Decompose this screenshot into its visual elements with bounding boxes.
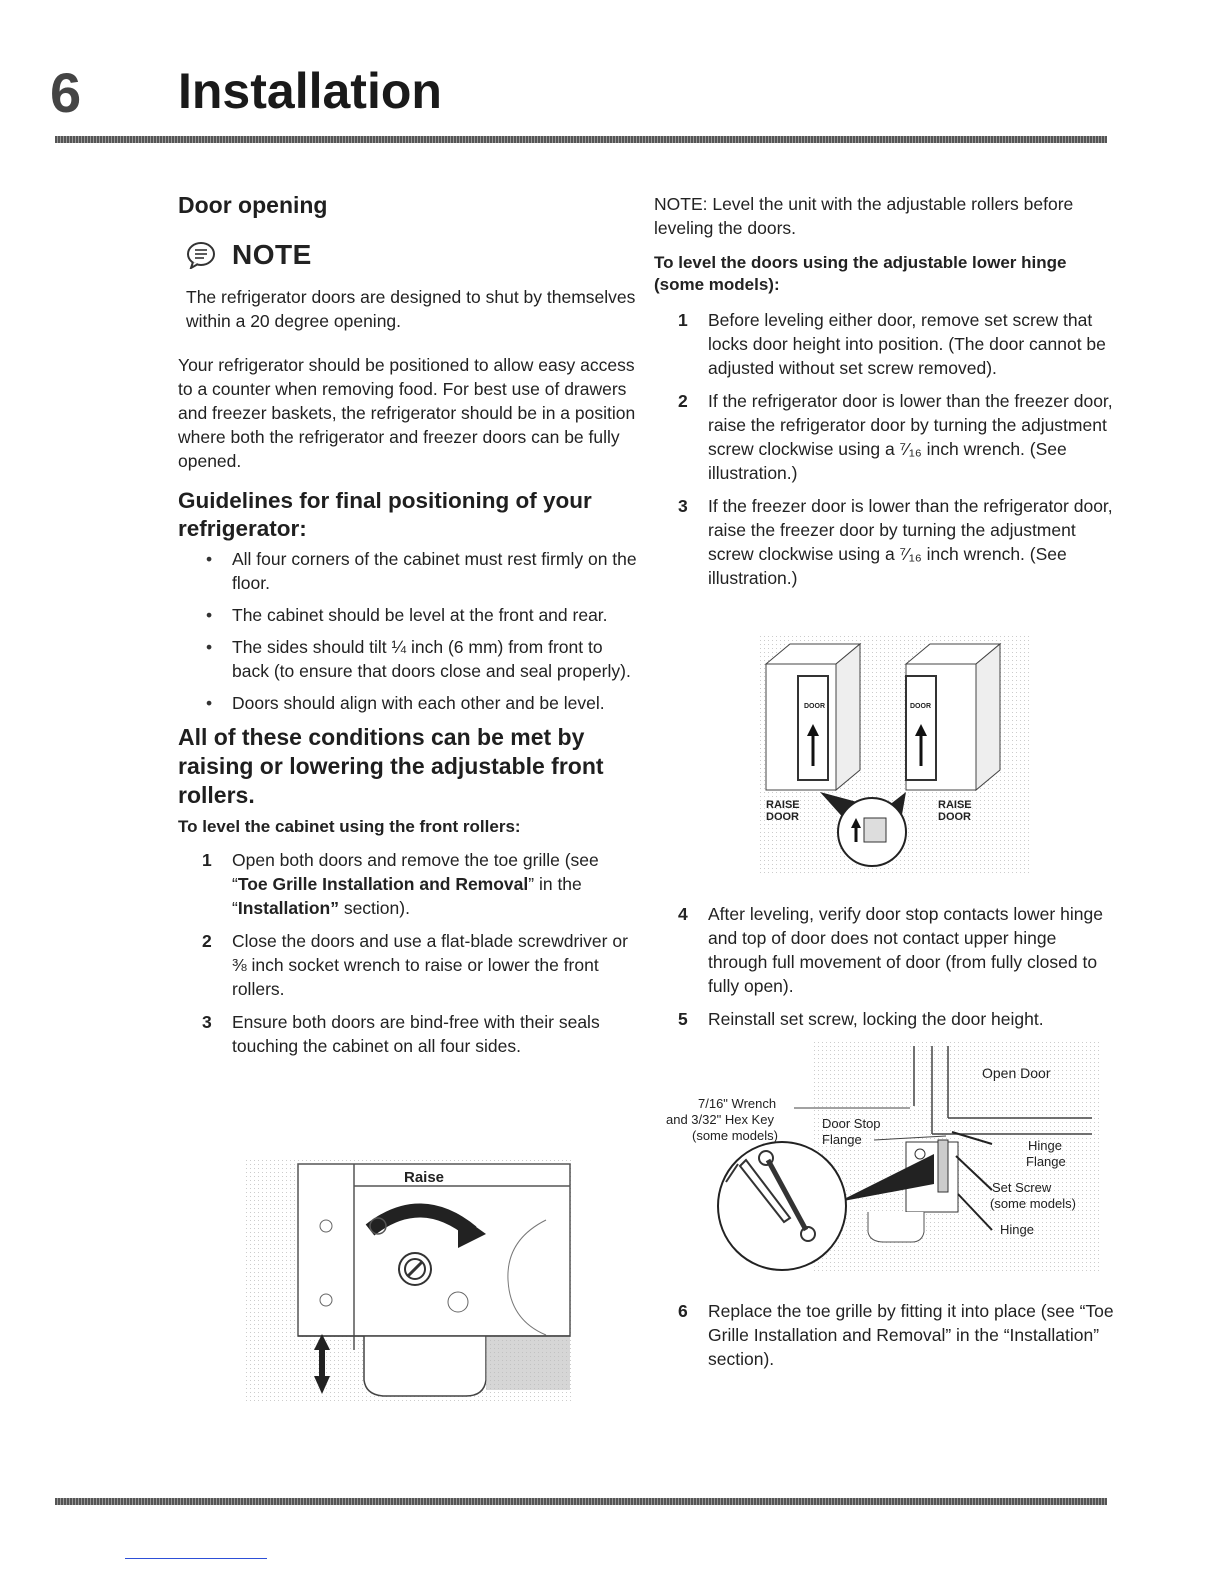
hinge-flange-label-2: Flange [1026, 1154, 1066, 1169]
step-number: 1 [202, 850, 212, 870]
set-screw-label-1: Set Screw [992, 1180, 1052, 1195]
step-text-bold: Toe Grille Installation and Removal [237, 874, 529, 894]
list-item [178, 848, 638, 920]
step-text: section). [338, 898, 410, 918]
list-item [654, 494, 1114, 590]
door-label: DOOR [910, 703, 931, 710]
list-item: • All four corners of the cabinet must rest firmly on the floor. [178, 547, 638, 595]
guidelines-list [178, 547, 638, 715]
set-screw-label-2: (some models) [990, 1196, 1076, 1211]
step-number: 2 [202, 931, 212, 951]
wrench-label-3: (some models) [692, 1128, 778, 1143]
hinge-steps-a [654, 308, 1114, 590]
list-item [178, 929, 638, 1001]
header-rule [55, 136, 1107, 143]
footer-rule [55, 1498, 1107, 1505]
step-number: 3 [678, 496, 688, 516]
list-item: • The sides should tilt ¼ inch (6 mm) from front to back (to ensure that doors close and seal properly). [178, 635, 638, 683]
step-text: Close the doors and use a flat-blade screwdriver or ⅜ inch socket wrench to raise or lower the front rollers. [232, 931, 628, 999]
step-text: Open both doors and remove the toe grille (see “ [232, 850, 599, 894]
guidelines-heading: Guidelines for final positioning of your refrigerator: [178, 488, 592, 541]
step-text: Before leveling either door, remove set screw that locks door height into position. (The door cannot be adjusted without set screw removed). [708, 310, 1106, 378]
note-label: NOTE [232, 239, 312, 270]
list-item [654, 389, 1114, 485]
step-text: If the freezer door is lower than the refrigerator door, raise the freezer door by turning the adjustment screw clockwise using a ⁷⁄₁₆ inch wrench. (See illustration.) [708, 496, 1113, 588]
step-text: ” in the “ [232, 874, 582, 918]
door-opening-heading: Door opening [178, 192, 328, 218]
step-text-bold: Installation” [237, 898, 339, 918]
hinge-subheading: To level the doors using the adjustable lower hinge (some models): [654, 253, 1067, 294]
list-item [654, 1007, 1114, 1031]
step-text: If the refrigerator door is lower than the freezer door, raise the refrigerator door by turning the adjustment screw clockwise using a ⁷⁄₁₆ inch wrench. (See illustration.) [708, 391, 1113, 483]
roller-illustration [246, 1160, 572, 1404]
note-icon [186, 241, 216, 269]
door-right [906, 644, 1000, 790]
wrench-label-2: and 3/32" Hex Key [666, 1112, 774, 1127]
door-label: DOOR [804, 703, 825, 710]
step-text: Ensure both doors are bind-free with their seals touching the cabinet on all four sides. [232, 1012, 600, 1056]
raise-label: Raise [404, 1169, 445, 1186]
list-item: • Doors should align with each other and be level. [178, 691, 638, 715]
hinge-label: Hinge [1000, 1222, 1034, 1237]
hinge-steps-b [654, 902, 1114, 1040]
open-door-label: Open Door [982, 1065, 1051, 1081]
hinge-flange-label-1: Hinge [1028, 1138, 1062, 1153]
step-number: 3 [202, 1012, 212, 1032]
list-item [654, 1299, 1114, 1371]
intro-paragraph: Your refrigerator should be positioned to allow easy access to a counter when removing food. For best use of drawers and freezer baskets, the refrigerator should be in a position where both the refrigerator and freezer doors can be fully opened. [178, 355, 636, 471]
note-text-right: NOTE: Level the unit with the adjustable rollers before leveling the doors. [654, 194, 1074, 238]
note-text: The refrigerator doors are designed to shut by themselves within a 20 degree opening. [186, 287, 636, 331]
raise-door-right-2: DOOR [938, 811, 971, 823]
hinge-steps-c [654, 1299, 1114, 1380]
step-text: Replace the toe grille by fitting it into place (see “Toe Grille Installation and Removal” in the “Installation” section). [708, 1301, 1114, 1369]
hinge-illustration [662, 1042, 1102, 1272]
left-column [178, 192, 638, 1067]
list-item: • The cabinet should be level at the front and rear. [178, 603, 638, 627]
door-stop-label-1: Door Stop [822, 1116, 881, 1131]
step-number: 6 [678, 1301, 688, 1321]
step-number: 2 [678, 391, 688, 411]
door-stop-label-2: Flange [822, 1132, 862, 1147]
list-item [178, 1010, 638, 1058]
chapter-number: 6 [50, 61, 82, 124]
step-number: 4 [678, 904, 688, 924]
note-callout [186, 239, 638, 271]
rollers-steps [178, 848, 638, 1058]
step-number: 5 [678, 1009, 688, 1029]
door-leveling-illustration [760, 636, 1030, 876]
page-title: Installation [178, 63, 442, 119]
raise-door-left-2: DOOR [766, 811, 799, 823]
footer-link-line [125, 1558, 267, 1559]
door-left [766, 644, 860, 790]
rollers-subheading: To level the cabinet using the front rollers: [178, 817, 521, 836]
raise-door-left-1: RAISE [766, 799, 800, 811]
step-text: After leveling, verify door stop contacts lower hinge and top of door does not contact upper hinge through full movement of door (from fully closed to fully open). [708, 904, 1103, 996]
list-item [654, 308, 1114, 380]
wrench-label-1: 7/16" Wrench [698, 1096, 777, 1111]
list-item [654, 902, 1114, 998]
conditions-heading: All of these conditions can be met by raising or lowering the adjustable front rollers. [178, 724, 604, 808]
step-text: Reinstall set screw, locking the door height. [708, 1009, 1044, 1029]
step-number: 1 [678, 310, 688, 330]
raise-door-right-1: RAISE [938, 799, 972, 811]
